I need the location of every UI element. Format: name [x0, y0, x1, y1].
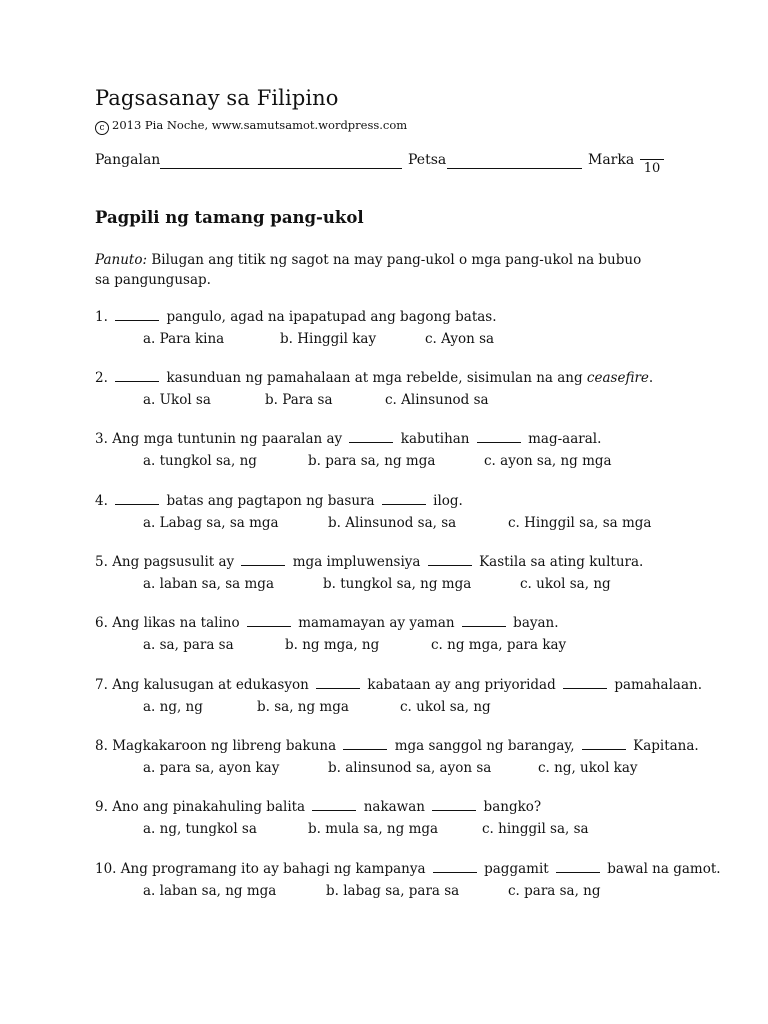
- question-item: [95, 796, 695, 840]
- instruction: [95, 250, 655, 290]
- question-stem: [95, 858, 721, 880]
- question-item: [95, 428, 695, 472]
- instruction-label: Panuto:: [95, 252, 148, 268]
- question-number: 9.: [95, 799, 108, 815]
- answer-blank[interactable]: [477, 430, 521, 443]
- answer-choice[interactable]: c. para sa, ng: [508, 883, 601, 899]
- answer-blank[interactable]: [556, 860, 600, 873]
- question-text: ilog.: [428, 493, 463, 509]
- question-stem: [95, 551, 695, 573]
- answer-choice[interactable]: b. alinsunod sa, ayon sa: [328, 760, 492, 776]
- answer-choice[interactable]: a. ng, tungkol sa: [143, 821, 257, 837]
- question-text: Ang kalusugan at edukasyon: [112, 677, 314, 693]
- answer-blank[interactable]: [312, 798, 356, 811]
- answer-choice[interactable]: c. ukol sa, ng: [520, 576, 611, 592]
- question-stem: [95, 735, 699, 757]
- answer-choice[interactable]: c. Hinggil sa, sa mga: [508, 515, 652, 531]
- choice-row: [95, 512, 695, 534]
- instruction-text: Bilugan ang titik ng sagot na may pang-ukol o mga pang-ukol na bubuo sa pangungusap.: [95, 252, 642, 288]
- question-stem: [95, 674, 703, 696]
- question-item: [95, 735, 699, 779]
- answer-blank[interactable]: [115, 308, 159, 321]
- question-item: [95, 367, 695, 411]
- score-label: Marka: [588, 152, 635, 168]
- page-title: Pagsasanay sa Filipino: [95, 86, 339, 110]
- answer-blank[interactable]: [241, 553, 285, 566]
- answer-choice[interactable]: a. laban sa, ng mga: [143, 883, 277, 899]
- answer-choice[interactable]: c. ukol sa, ng: [400, 699, 491, 715]
- question-text: pangulo, agad na ipapatupad ang bagong batas.: [162, 309, 497, 325]
- answer-choice[interactable]: a. ng, ng: [143, 699, 203, 715]
- question-text: bawal na gamot.: [602, 861, 721, 877]
- question-number: 8.: [95, 738, 108, 754]
- copyright-text: 2013 Pia Noche, www.samutsamot.wordpress.com: [112, 118, 408, 132]
- question-stem: [95, 428, 695, 450]
- question-text: mga impluwensiya: [288, 554, 425, 570]
- question-text: pamahalaan.: [610, 677, 703, 693]
- answer-choice[interactable]: a. Labag sa, sa mga: [143, 515, 279, 531]
- question-number: 5.: [95, 554, 108, 570]
- answer-choice[interactable]: c. hinggil sa, sa: [482, 821, 589, 837]
- answer-choice[interactable]: b. ng mga, ng: [285, 637, 380, 653]
- answer-blank[interactable]: [563, 676, 607, 689]
- answer-choice[interactable]: b. mula sa, ng mga: [308, 821, 439, 837]
- answer-choice[interactable]: b. labag sa, para sa: [326, 883, 460, 899]
- question-text: Ang programang ito ay bahagi ng kampanya: [120, 861, 430, 877]
- choice-row: [95, 818, 695, 840]
- question-text: Ang likas na talino: [112, 615, 244, 631]
- question-stem: [95, 306, 695, 328]
- question-text: batas ang pagtapon ng basura: [162, 493, 379, 509]
- question-punctuation: .: [648, 370, 654, 386]
- answer-choice[interactable]: c. ayon sa, ng mga: [484, 453, 612, 469]
- question-stem: [95, 796, 695, 818]
- answer-blank[interactable]: [433, 860, 477, 873]
- choice-row: [95, 696, 695, 718]
- question-number: 10.: [95, 861, 117, 877]
- answer-choice[interactable]: a. Para kina: [143, 331, 225, 347]
- question-stem: [95, 612, 695, 634]
- question-item: [95, 674, 703, 718]
- copyright-line: [95, 118, 407, 135]
- question-text: bangko?: [479, 799, 542, 815]
- answer-choice[interactable]: b. tungkol sa, ng mga: [323, 576, 472, 592]
- answer-blank[interactable]: [115, 369, 159, 382]
- question-number: 2.: [95, 370, 108, 386]
- choice-row: [95, 450, 695, 472]
- score-field[interactable]: [640, 159, 664, 160]
- answer-choice[interactable]: c. Alinsunod sa: [385, 392, 489, 408]
- answer-blank[interactable]: [115, 492, 159, 505]
- answer-choice[interactable]: b. para sa, ng mga: [308, 453, 436, 469]
- answer-choice[interactable]: b. sa, ng mga: [257, 699, 349, 715]
- question-text: mag-aaral.: [523, 431, 602, 447]
- question-text: paggamit: [479, 861, 553, 877]
- answer-blank[interactable]: [382, 492, 426, 505]
- answer-blank[interactable]: [582, 737, 626, 750]
- choice-row: [95, 573, 695, 595]
- question-text: kabutihan: [396, 431, 474, 447]
- answer-blank[interactable]: [428, 553, 472, 566]
- answer-blank[interactable]: [462, 614, 506, 627]
- question-text: kabataan ay ang priyoridad: [363, 677, 561, 693]
- choice-row: [95, 634, 695, 656]
- answer-choice[interactable]: a. laban sa, sa mga: [143, 576, 274, 592]
- name-field[interactable]: [160, 168, 402, 169]
- question-text: mga sanggol ng barangay,: [390, 738, 579, 754]
- question-text: bayan.: [508, 615, 559, 631]
- student-info-row: [95, 150, 675, 190]
- question-italic-text: ceasefire: [586, 370, 649, 386]
- question-item: [95, 490, 695, 534]
- score-denominator: 10: [643, 161, 661, 176]
- answer-choice[interactable]: a. para sa, ayon kay: [143, 760, 280, 776]
- question-number: 4.: [95, 493, 108, 509]
- choice-row: [95, 389, 695, 411]
- score-fraction: [639, 150, 665, 177]
- choice-row: [95, 757, 695, 779]
- question-number: 3.: [95, 431, 108, 447]
- question-item: [95, 306, 695, 350]
- name-label: Pangalan: [95, 152, 161, 168]
- question-item: [95, 612, 695, 656]
- question-text: Kastila sa ating kultura.: [474, 554, 644, 570]
- answer-blank[interactable]: [432, 798, 476, 811]
- answer-blank[interactable]: [316, 676, 360, 689]
- answer-choice[interactable]: a. tungkol sa, ng: [143, 453, 257, 469]
- question-item: [95, 551, 695, 595]
- answer-choice[interactable]: c. ng mga, para kay: [431, 637, 567, 653]
- question-text: kasunduan ng pamahalaan at mga rebelde, sisimulan na ang: [162, 370, 583, 386]
- question-text: Ang pagsusulit ay: [112, 554, 239, 570]
- answer-choice[interactable]: b. Para sa: [265, 392, 333, 408]
- question-item: [95, 858, 721, 902]
- answer-choice[interactable]: a. sa, para sa: [143, 637, 234, 653]
- choice-row: [95, 328, 695, 350]
- answer-choice[interactable]: b. Hinggil kay: [280, 331, 377, 347]
- answer-blank[interactable]: [247, 614, 291, 627]
- answer-choice[interactable]: c. Ayon sa: [425, 331, 495, 347]
- answer-choice[interactable]: a. Ukol sa: [143, 392, 211, 408]
- question-text: Ang mga tuntunin ng paaralan ay: [112, 431, 347, 447]
- copyright-icon: c: [95, 121, 109, 135]
- date-field[interactable]: [447, 168, 582, 169]
- choice-row: [95, 880, 695, 902]
- question-text: mamamayan ay yaman: [293, 615, 459, 631]
- answer-blank[interactable]: [343, 737, 387, 750]
- question-stem: [95, 367, 695, 389]
- answer-choice[interactable]: b. Alinsunod sa, sa: [328, 515, 457, 531]
- question-number: 7.: [95, 677, 108, 693]
- date-label: Petsa: [408, 152, 447, 168]
- section-title: Pagpili ng tamang pang-ukol: [95, 208, 364, 227]
- question-stem: [95, 490, 695, 512]
- answer-choice[interactable]: c. ng, ukol kay: [538, 760, 638, 776]
- question-text: Ano ang pinakahuling balita: [112, 799, 310, 815]
- question-text: Kapitana.: [628, 738, 699, 754]
- answer-blank[interactable]: [349, 430, 393, 443]
- question-text: nakawan: [359, 799, 430, 815]
- question-number: 6.: [95, 615, 108, 631]
- question-text: Magkakaroon ng libreng bakuna: [112, 738, 341, 754]
- question-number: 1.: [95, 309, 108, 325]
